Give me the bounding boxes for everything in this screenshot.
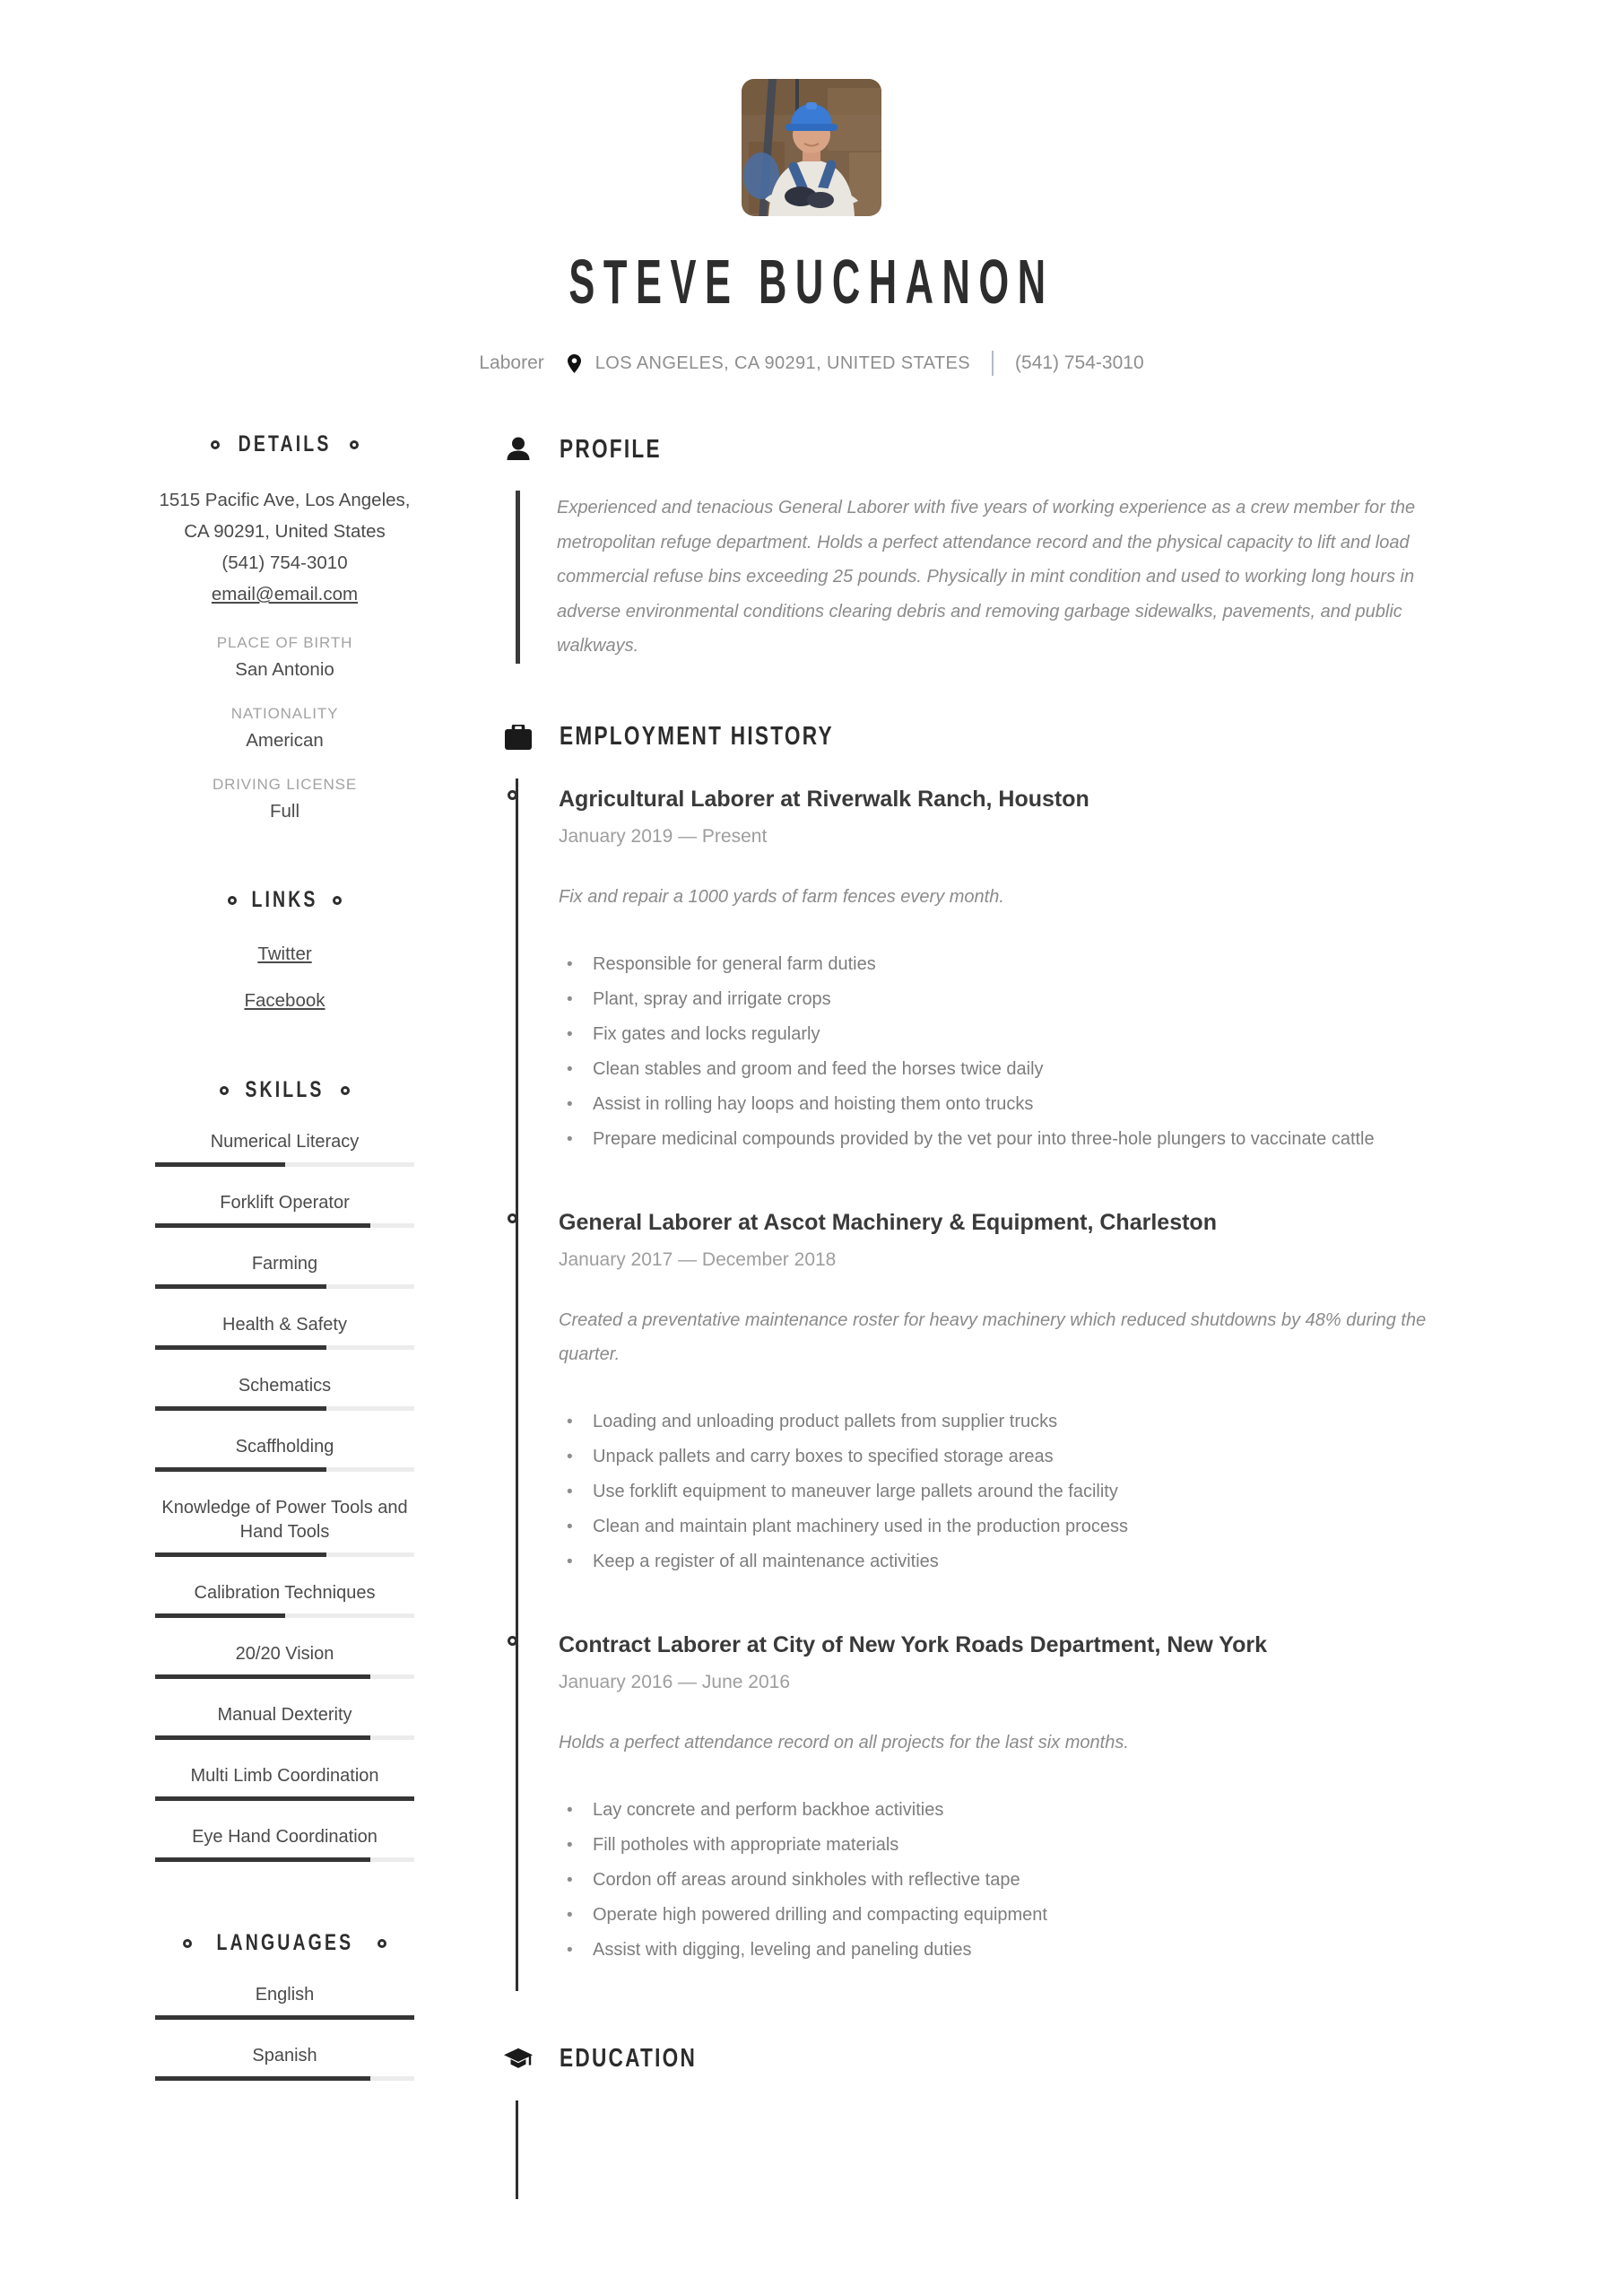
skill-bar-fill	[155, 1674, 370, 1679]
job-bullet: • Loading and unloading product pallets from supplier trucks	[559, 1405, 1446, 1439]
job-dates: January 2019 — Present	[559, 825, 768, 847]
ring-icon	[228, 896, 237, 905]
skill-bar-fill	[155, 2076, 370, 2081]
job-dates: January 2016 — June 2016	[559, 1671, 791, 1692]
profile-section	[504, 431, 1529, 664]
skill-name: Calibration Techniques	[194, 1583, 376, 1603]
employment-timeline	[516, 778, 1529, 1991]
job-bullet: • Operate high powered drilling and compacting equipment	[559, 1898, 1446, 1933]
job-title: Agricultural Laborer at Riverwalk Ranch, Houston	[559, 786, 1089, 812]
job-bullet: • Unpack pallets and carry boxes to specified storage areas	[559, 1439, 1446, 1474]
job-bullet: • Cordon off areas around sinkholes with reflective tape	[559, 1863, 1446, 1898]
location-pin-icon	[568, 354, 581, 373]
ring-icon	[183, 1939, 192, 1948]
ring-icon	[333, 896, 342, 905]
job-entry	[559, 786, 1529, 1157]
skill-name: Manual Dexterity	[217, 1705, 352, 1725]
skill-bar	[155, 2076, 414, 2081]
education-timeline	[516, 2100, 1529, 2199]
profile-header	[504, 431, 1529, 467]
email-link[interactable]: email@email.com	[211, 584, 359, 604]
main-column	[504, 431, 1529, 2199]
skill-item	[155, 1130, 414, 1167]
link-item	[155, 940, 414, 968]
job-bullet-list	[559, 1405, 1529, 1579]
ring-icon	[378, 1939, 386, 1948]
details-title: DETAILS	[238, 431, 332, 457]
profile-body	[516, 491, 1529, 664]
details-header	[155, 431, 414, 457]
sidebar	[155, 431, 414, 2105]
languages-title: LANGUAGES	[216, 1930, 353, 1955]
skill-item	[155, 1581, 414, 1618]
link-list	[155, 940, 414, 1014]
job-dates: January 2017 — December 2018	[559, 1248, 837, 1270]
skill-name: English	[255, 1985, 315, 2005]
skill-bar	[155, 1284, 414, 1289]
skill-bar-fill	[155, 2015, 414, 2020]
timeline-ring-icon	[508, 790, 517, 800]
detail-field	[155, 776, 414, 822]
header-phone: (541) 754-3010	[1015, 352, 1144, 373]
page-title: STEVE BUCHANON	[568, 247, 1055, 317]
education-section	[504, 2041, 1529, 2199]
skill-name: Schematics	[238, 1376, 332, 1396]
person-icon	[504, 436, 533, 463]
skill-item	[155, 2044, 414, 2081]
skill-item	[155, 1496, 414, 1557]
profile-title: PROFILE	[560, 434, 662, 464]
job-summary: Holds a perfect attendance record on all projects for the last six months.	[559, 1732, 1129, 1752]
skills-header	[155, 1077, 414, 1103]
ring-icon	[341, 1086, 350, 1095]
job-title: Contract Laborer at City of New York Roads Department, New York	[559, 1631, 1267, 1657]
job-bullet: • Assist in rolling hay loops and hoisting them onto trucks	[559, 1087, 1446, 1122]
skill-item	[155, 1825, 414, 1862]
graduation-cap-icon	[504, 2048, 533, 2071]
job-bullet: • Fix gates and locks regularly	[559, 1017, 1446, 1052]
skill-bar-fill	[155, 1162, 285, 1167]
location-text: LOS ANGELES, CA 90291, UNITED STATES	[595, 352, 971, 373]
job-bullet: • Responsible for general farm duties	[559, 947, 1446, 982]
skill-bar-fill	[155, 1796, 414, 1801]
employment-section	[504, 719, 1529, 1991]
social-link[interactable]: Twitter	[257, 944, 312, 964]
job-title: General Laborer at Ascot Machinery & Equipment, Charleston	[559, 1209, 1217, 1235]
social-link[interactable]: Facebook	[244, 990, 325, 1011]
skill-name: Farming	[251, 1254, 318, 1274]
laborer-portrait-illustration	[742, 79, 881, 216]
skill-bar-fill	[155, 1467, 326, 1472]
contact-strip	[0, 351, 1623, 376]
skill-item	[155, 1435, 414, 1472]
skill-item	[155, 1191, 414, 1228]
phone-text: (541) 754-3010	[221, 552, 348, 573]
skill-item	[155, 1703, 414, 1740]
detail-field-value: Full	[269, 801, 300, 822]
skill-bar	[155, 2015, 414, 2020]
job-summary: Fix and repair a 1000 yards of farm fences every month.	[559, 886, 1004, 907]
skill-bar-fill	[155, 1406, 326, 1411]
skill-bar	[155, 1162, 414, 1167]
language-list	[155, 1983, 414, 2081]
detail-field-label: PLACE OF BIRTH	[216, 634, 353, 651]
detail-field-label: DRIVING LICENSE	[212, 776, 358, 793]
divider	[992, 351, 994, 376]
skill-bar	[155, 1345, 414, 1350]
skill-name: Spanish	[252, 2046, 317, 2066]
job-bullet: • Prepare medicinal compounds provided by the vet pour into three-hole plungers to vaccinate cattle	[559, 1122, 1446, 1157]
skill-name: Numerical Literacy	[210, 1132, 360, 1152]
skill-bar	[155, 1857, 414, 1862]
links-header	[155, 887, 414, 913]
skill-bar	[155, 1406, 414, 1411]
education-title: EDUCATION	[560, 2044, 698, 2073]
skill-bar-fill	[155, 1857, 370, 1862]
skill-name: 20/20 Vision	[235, 1644, 334, 1664]
skill-bar	[155, 1674, 414, 1679]
skill-bar	[155, 1735, 414, 1740]
job-bullet: • Assist with digging, leveling and paneling duties	[559, 1933, 1446, 1968]
skills-title: SKILLS	[245, 1077, 325, 1102]
ring-icon	[220, 1086, 229, 1095]
detail-field-value: American	[246, 730, 324, 751]
detail-field	[155, 705, 414, 752]
skill-item	[155, 1642, 414, 1679]
link-item	[155, 987, 414, 1014]
skill-name: Knowledge of Power Tools and Hand Tools	[161, 1498, 408, 1542]
job-bullet: • Keep a register of all maintenance activities	[559, 1544, 1446, 1579]
detail-field-value: San Antonio	[235, 659, 334, 680]
skill-item	[155, 1313, 414, 1350]
skill-bar-fill	[155, 1345, 326, 1350]
briefcase-icon	[504, 725, 533, 750]
skills-section	[155, 1077, 414, 1862]
ring-icon	[211, 440, 220, 449]
job-bullet: • Clean and maintain plant machinery used in the production process	[559, 1509, 1446, 1544]
ring-icon	[350, 440, 359, 449]
skill-bar-fill	[155, 1223, 370, 1228]
languages-header	[155, 1930, 414, 1956]
skill-bar-fill	[155, 1284, 326, 1289]
address-text: 1515 Pacific Ave, Los Angeles, CA 90291, United States	[159, 490, 411, 542]
links-title: LINKS	[251, 887, 318, 912]
job-bullet-list	[559, 947, 1529, 1157]
job-bullet: • Clean stables and groom and feed the horses twice daily	[559, 1052, 1446, 1087]
job-entry	[559, 1631, 1529, 1968]
skill-name: Multi Limb Coordination	[190, 1766, 379, 1786]
education-header	[504, 2041, 1529, 2077]
skill-name: Health & Safety	[222, 1315, 347, 1335]
timeline-ring-icon	[508, 1213, 517, 1223]
profile-photo	[742, 79, 881, 216]
job-entry	[559, 1209, 1529, 1579]
role-label: Laborer	[479, 352, 544, 373]
skill-bar	[155, 1613, 414, 1618]
skill-name: Forklift Operator	[220, 1193, 350, 1213]
skill-bar-fill	[155, 1735, 370, 1740]
timeline-ring-icon	[508, 1636, 517, 1646]
job-bullet: • Fill potholes with appropriate materials	[559, 1828, 1446, 1863]
detail-field	[155, 634, 414, 681]
skill-item	[155, 1764, 414, 1801]
job-bullet: • Lay concrete and perform backhoe activities	[559, 1793, 1446, 1828]
skill-list	[155, 1130, 414, 1862]
job-bullet: • Use forklift equipment to maneuver large pallets around the facility	[559, 1474, 1446, 1509]
skill-item	[155, 1252, 414, 1289]
skill-bar-fill	[155, 1552, 326, 1557]
skill-bar	[155, 1796, 414, 1801]
skill-bar	[155, 1467, 414, 1472]
skill-name: Eye Hand Coordination	[192, 1827, 378, 1847]
details-section	[155, 431, 414, 822]
skill-name: Scaffholding	[235, 1437, 334, 1457]
skill-bar	[155, 1223, 414, 1228]
job-summary: Created a preventative maintenance roster for heavy machinery which reduced shutdowns by 48% during the quarter.	[559, 1309, 1427, 1364]
links-section	[155, 887, 414, 1014]
skill-item	[155, 1983, 414, 2020]
skill-bar	[155, 1552, 414, 1557]
skill-item	[155, 1374, 414, 1411]
job-bullet: • Plant, spray and irrigate crops	[559, 982, 1446, 1017]
employment-header	[504, 719, 1529, 755]
employment-title: EMPLOYMENT HISTORY	[560, 722, 834, 751]
detail-field-label: NATIONALITY	[230, 705, 339, 722]
job-bullet-list	[559, 1793, 1529, 1968]
skill-bar-fill	[155, 1613, 285, 1618]
languages-section	[155, 1930, 414, 2081]
profile-text: Experienced and tenacious General Laborer with five years of working experience as a crew member for the metropolitan refuge department. Holds a perfect attendance record and the physical capacity to lift and load commercial refuse bins exceeding 25 pounds. Physically in mint condition and used to working long hours in adverse environmental conditions clearing debris and removing garbage sidewalks, pavements, and public walkways.	[557, 498, 1416, 656]
detail-fields	[155, 634, 414, 822]
